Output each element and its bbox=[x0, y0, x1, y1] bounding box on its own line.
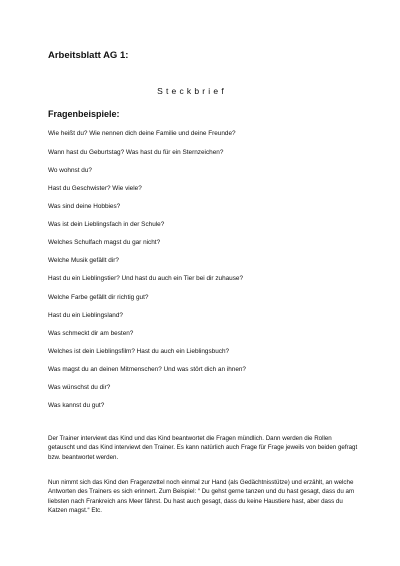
instruction-paragraph: Nun nimmt sich das Kind den Fragenzettel noch einmal zur Hand (als Gedächtnisstütze) und erzählt, an welche Antworten des Trainers es sich erinnert. Zum Beispiel: “ Du gehst gerne tanzen und du hast gesagt, dass du am liebsten nach Frankreich ans Meer fährst. Du hast auch gesagt, dass du keine Haustiere hast, aber dass du Katzen magst.“ Etc. bbox=[48, 479, 355, 515]
question-item: Was wünschst du dir? bbox=[48, 384, 111, 391]
question-item: Wo wohnst du? bbox=[48, 167, 92, 174]
question-item: Welches ist dein Lieblingsfilm? Hast du auch ein Lieblingsbuch? bbox=[48, 348, 230, 355]
question-item: Hast du ein Lieblingsland? bbox=[48, 312, 123, 319]
question-item: Welche Farbe gefällt dir richtig gut? bbox=[48, 294, 149, 301]
questions-heading: Fragenbeispiele: bbox=[48, 109, 120, 119]
worksheet-subtitle: Steckbrief bbox=[157, 86, 227, 96]
instruction-paragraph: Der Trainer interviewt das Kind und das Kind beantwortet die Fragen mündlich. Dann werden die Rollen getauscht und das Kind interviewt den Trainer. Es kann natürlich auch Frage für Frage jeweils von beiden gefragt bzw. beantwortet werden. bbox=[48, 435, 358, 461]
question-item: Welches Schulfach magst du gar nicht? bbox=[48, 239, 161, 246]
question-item: Was sind deine Hobbies? bbox=[48, 203, 121, 210]
question-item: Welche Musik gefällt dir? bbox=[48, 257, 119, 264]
question-item: Hast du ein Lieblingstier? Und hast du auch ein Tier bei dir zuhause? bbox=[48, 275, 244, 282]
question-item: Wie heißt du? Wie nennen dich deine Familie und deine Freunde? bbox=[48, 130, 236, 137]
question-item: Was magst du an deinen Mitmenschen? Und was stört dich an ihnen? bbox=[48, 366, 246, 373]
question-item: Hast du Geschwister? Wie viele? bbox=[48, 185, 142, 192]
question-item: Was ist dein Lieblingsfach in der Schule? bbox=[48, 221, 165, 228]
question-item: Was schmeckt dir am besten? bbox=[48, 330, 134, 337]
question-item: Was kannst du gut? bbox=[48, 402, 105, 409]
worksheet-title: Arbeitsblatt AG 1: bbox=[48, 50, 129, 61]
question-item: Wann hast du Geburtstag? Was hast du für ein Sternzeichen? bbox=[48, 149, 224, 156]
